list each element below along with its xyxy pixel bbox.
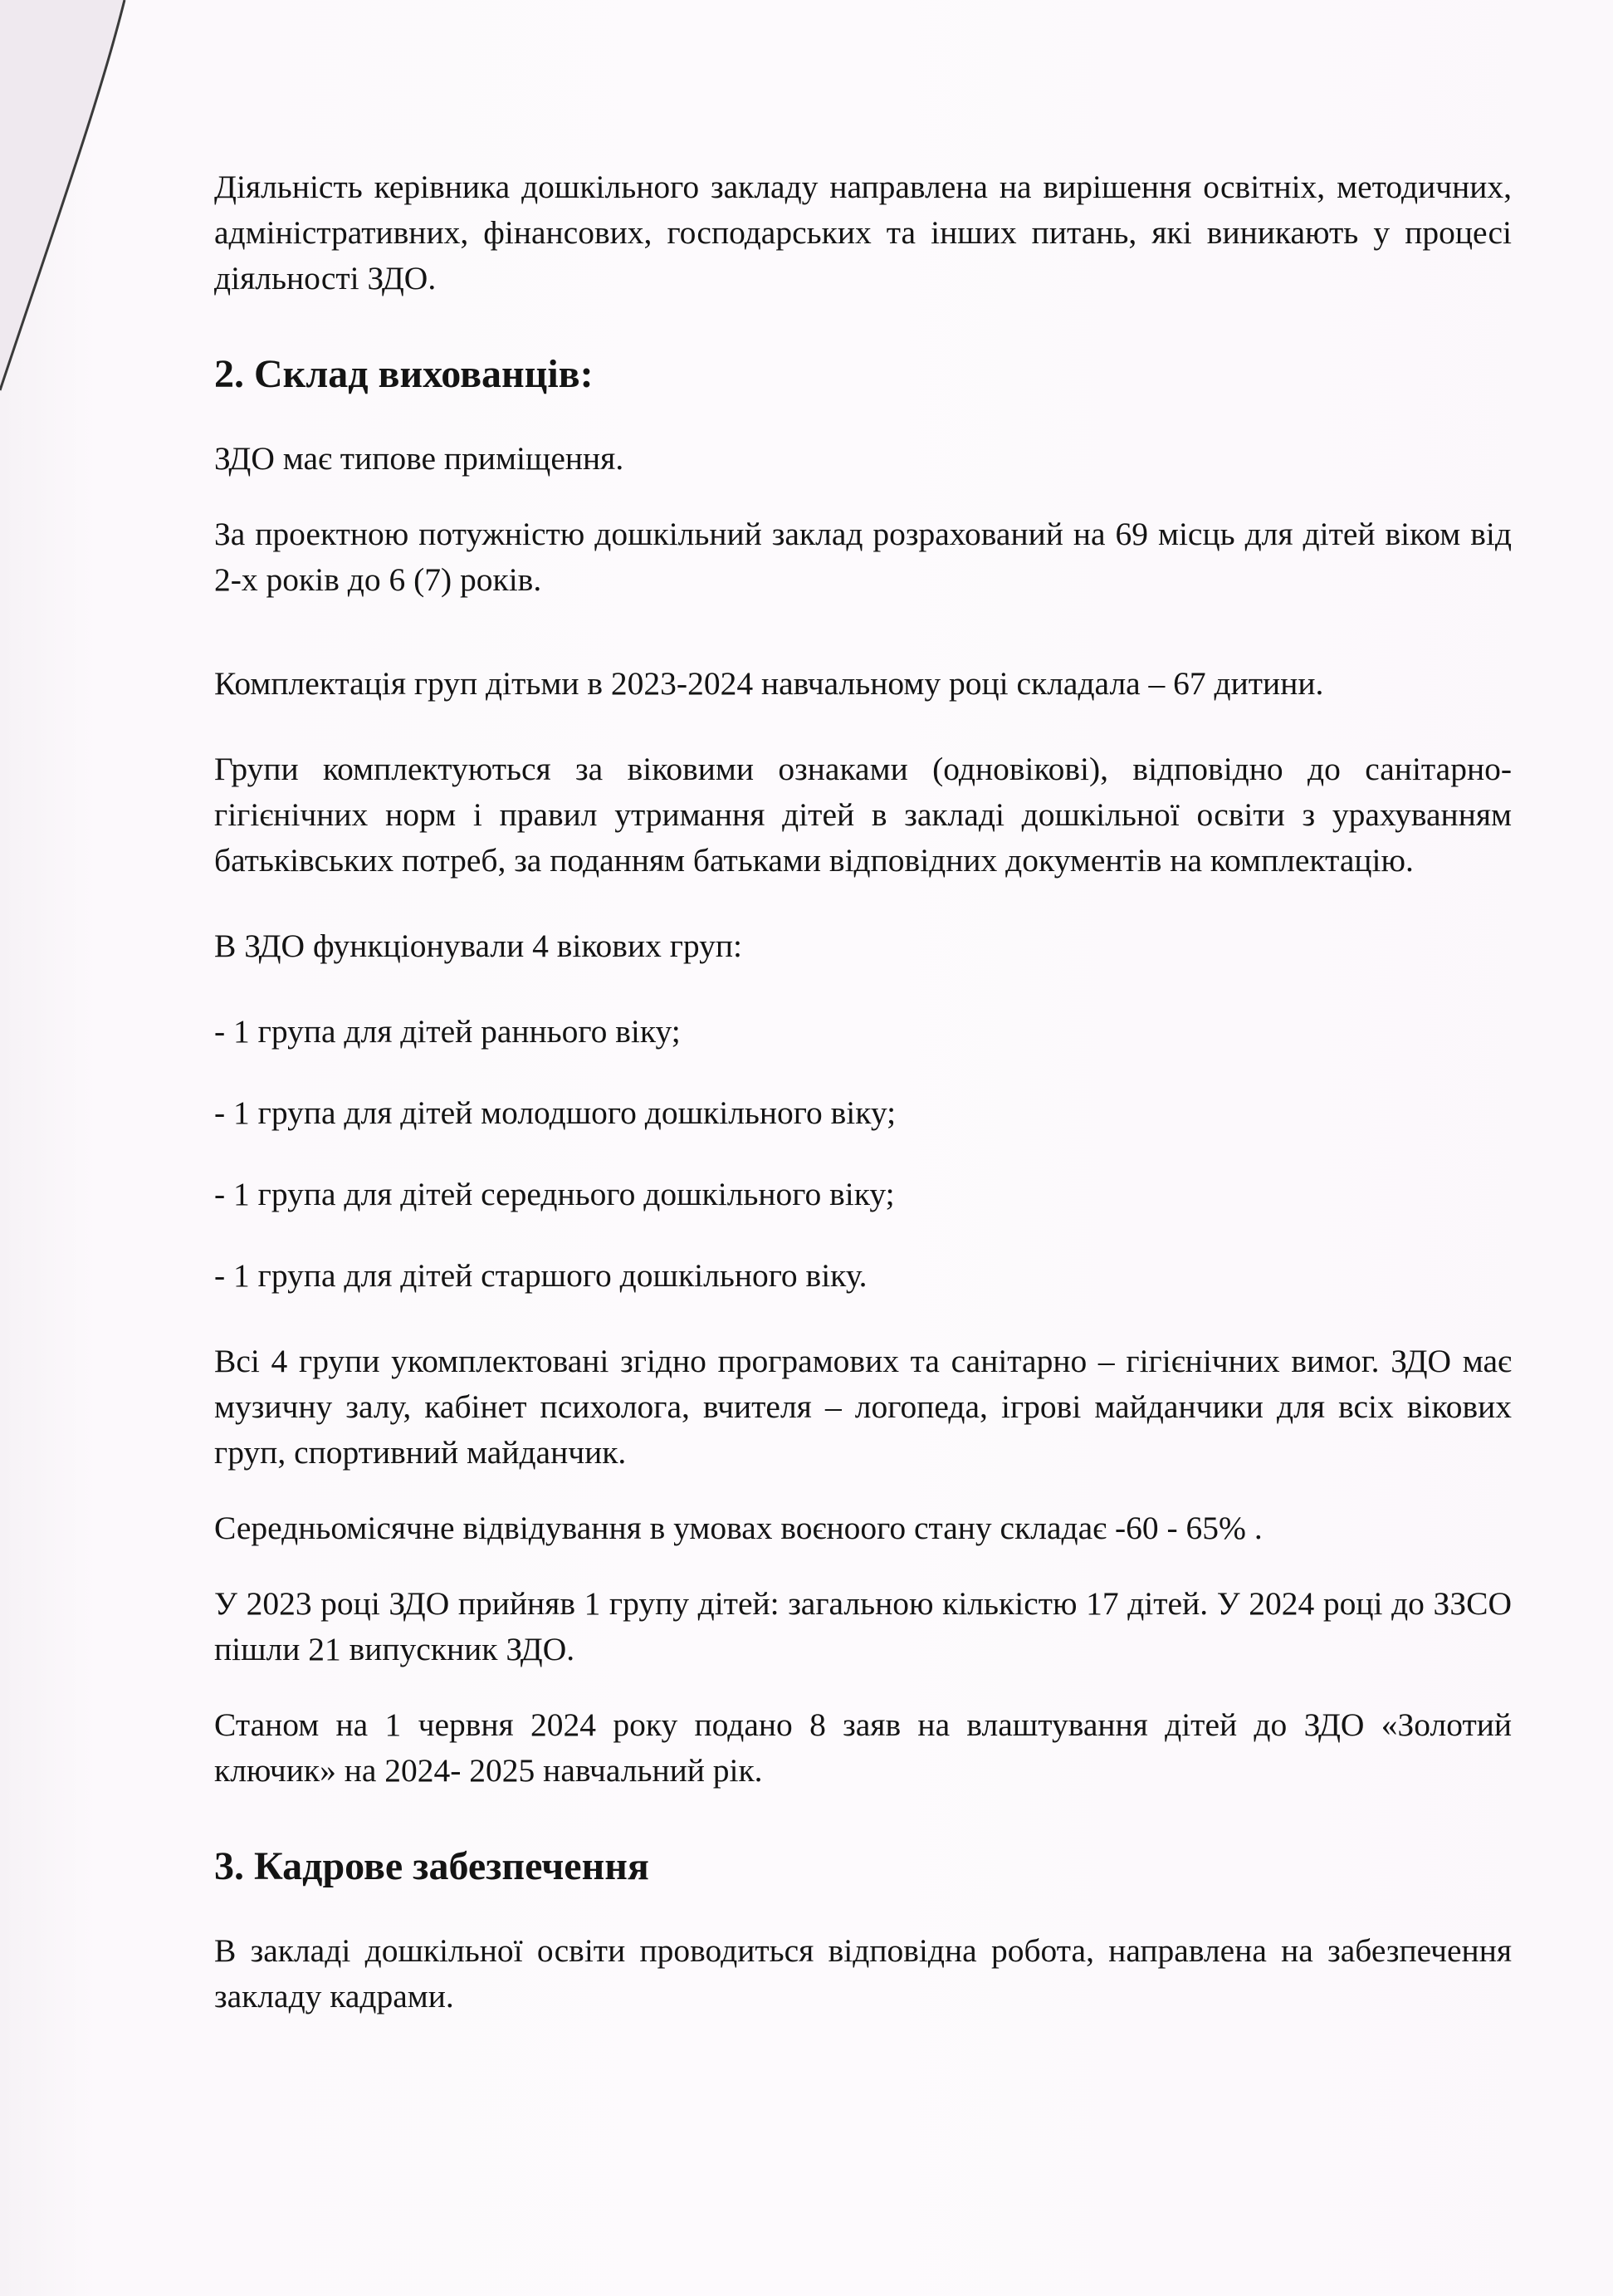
list-item: - 1 група для дітей раннього віку; <box>214 1013 681 1050</box>
page-fold-edge <box>0 0 216 465</box>
paragraph-all-groups: Всі 4 групи укомплектовані згідно програмових та санітарно – гігієнічних вимог. ЗДО має музичну залу, кабінет психолога, вчителя – логопеда, ігрові майданчики для всіх вікових груп, спортивний майданчик. <box>214 1343 1512 1471</box>
paragraph-intro: Діяльність керівника дошкільного закладу направлена на вирішення освітніх, методичних, адміністративних, фінансових, господарських та інших питань, які виникають у процесі діяльності ЗДО. <box>214 169 1512 296</box>
paragraph-personnel: В закладі дошкільної освіти проводиться відповідна робота, направлена на забезпечення закладу кадрами. <box>214 1932 1512 2015</box>
list-item: - 1 група для дітей середнього дошкільного віку; <box>214 1176 895 1212</box>
paragraph-capacity: За проектною потужністю дошкільний заклад розрахований на 69 місць для дітей віком від 2-х років до 6 (7) років. <box>214 516 1512 598</box>
paragraph-staffing: Комплектація груп дітьми в 2023-2024 навчальному році складала – 67 дитини. <box>214 665 1324 702</box>
paragraph-attendance: Середньомісячне відвідування в умовах воєноого стану складає -60 - 65% . <box>214 1510 1263 1546</box>
paragraph-premises: ЗДО має типове приміщення. <box>214 440 624 477</box>
paragraph-applications: Станом на 1 червня 2024 року подано 8 заяв на влаштування дітей до ЗДО «Золотий ключик» на 2024- 2025 навчальний рік. <box>214 1706 1512 1789</box>
list-item: - 1 група для дітей старшого дошкільного віку. <box>214 1257 868 1294</box>
list-item: - 1 група для дітей молодшого дошкільного віку; <box>214 1094 897 1131</box>
heading-section-2: 2. Склад вихованців: <box>214 352 594 396</box>
document-body <box>214 164 1512 2019</box>
groups-list <box>214 1009 1512 1299</box>
paragraph-groups-intro: В ЗДО функціонували 4 вікових груп: <box>214 928 743 964</box>
heading-section-3: 3. Кадрове забезпечення <box>214 1844 649 1888</box>
paragraph-grouping: Групи комплектуються за віковими ознаками (одновікові), відповідно до санітарно-гігієнічних норм і правил утримання дітей в закладі дошкільної освіти з урахуванням батьківських потреб, за поданням батьками відповідних документів на комплектацію. <box>214 751 1512 879</box>
paragraph-admission: У 2023 році ЗДО прийняв 1 групу дітей: загальною кількістю 17 дітей. У 2024 році до ЗЗСО пішли 21 випускник ЗДО. <box>214 1585 1512 1667</box>
